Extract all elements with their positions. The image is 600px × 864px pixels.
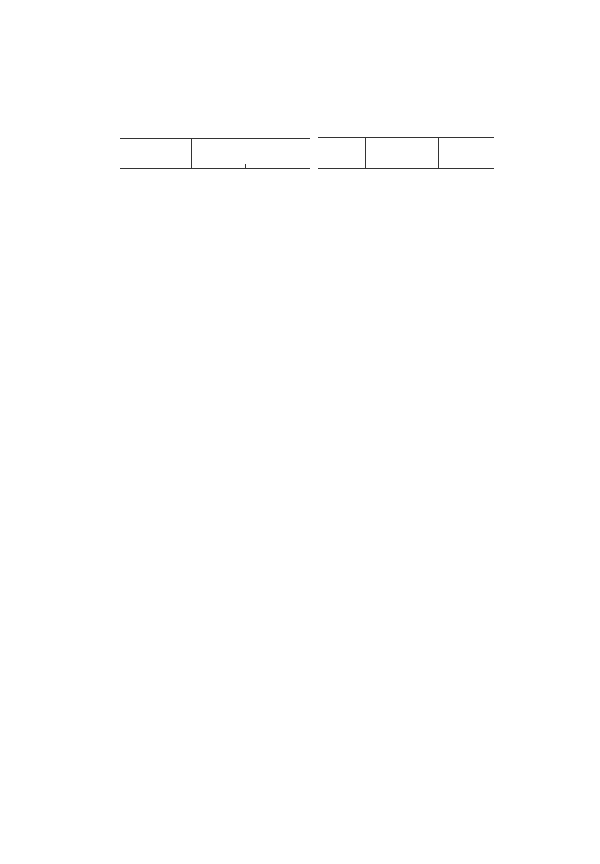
table-1 xyxy=(120,135,310,169)
table-2-grid xyxy=(318,137,494,169)
table-2 xyxy=(318,135,494,169)
ir-spectrum-chart xyxy=(60,520,540,758)
table-2-head-rel xyxy=(438,138,494,164)
table-1-head-temp xyxy=(120,151,191,164)
table-2-head-teilchen xyxy=(366,138,439,164)
table-1-grid xyxy=(120,138,310,169)
running-header xyxy=(64,38,534,54)
table-1-head-druck xyxy=(191,151,310,164)
table-2-head-me xyxy=(318,138,366,164)
